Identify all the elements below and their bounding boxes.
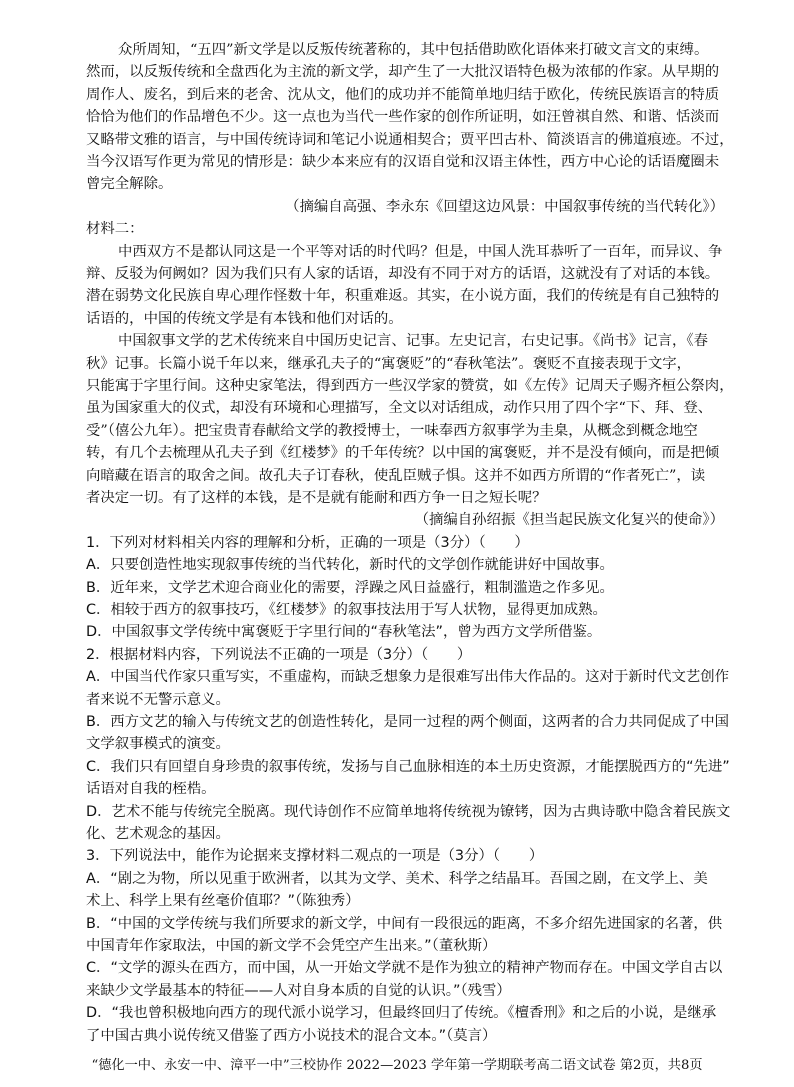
question3-option-a: A．“剧之为物，所以见重于欧洲者，以其为文学、美术、科学之结晶耳。吾国之剧，在文学上、美 <box>86 870 708 887</box>
material1-line: 恰恰为他们的作品增色不少。这一点也为当代一些作家的创作所证明，如汪曾祺自然、和谐、恬淡而 <box>86 109 720 126</box>
question3-option-d-cont: 了中国古典小说传统又借鉴了西方小说技术的混合文本。”（莫言） <box>86 1027 497 1044</box>
material2-source: （摘编自孙绍振《担当起民族文化复兴的使命》） <box>414 512 724 529</box>
material2-line: 者决定一切。有了这样的本钱，是不是就有能耐和西方争一日之短长呢？ <box>86 490 547 506</box>
question2-option-c-cont: 话语对自我的桎梏。 <box>86 781 216 798</box>
material1-line: 曾完全解除。 <box>86 176 173 193</box>
material2-line: 话语的，中国的传统文学是有本钱和他们对话的。 <box>86 310 403 327</box>
question2-option-b: B．西方文艺的输入与传统文艺的创造性转化，是同一过程的两个侧面，这两者的合力共同促成了中国 <box>86 714 730 730</box>
material2-line: 只能寓于字里行间。这种史家笔法，得到西方一些汉学家的赞赏，如《左传》记周天子赐齐桓公祭肉， <box>86 378 734 394</box>
material1-line: 然而，以反叛传统和全盘西化为主流的新文学，却产生了一大批汉语特色极为浓郁的作家。从早期的 <box>86 64 720 81</box>
question1-option-c: C．相较于西方的叙事技巧，《红楼梦》的叙事技法用于写人状物，显得更加成熟。 <box>86 602 607 618</box>
question3-option-d: D．“我也曾积极地向西方的现代派小说学习，但最终回归了传统。《檀香刑》和之后的小说，是继承 <box>86 1005 717 1022</box>
question2-option-c: C．我们只有回望自身珍贵的叙事传统，发扬与自己血脉相连的本土历史资源，才能摆脱西方的“先进” <box>86 758 730 775</box>
material2-line: 潜在弱势文化民族自卑心理作怪数十年，积重难返。其实，在小说方面，我们的传统是有自己独特的 <box>86 288 720 305</box>
material2-line: 中国叙事文学的艺术传统来自中国历史记言、记事。左史记言，右史记事。《尚书》记言，《春 <box>118 333 709 350</box>
question2-option-d-cont: 化、艺术观念的基因。 <box>86 826 230 842</box>
material2-line: 中西双方不是都认同这是一个平等对话的时代吗？但是，中国人洗耳恭听了一百年，而异议、争 <box>118 243 723 260</box>
question3-option-b-cont: 中国青年作家取法，中国的新文学不会凭空产生出来。”（董秋斯） <box>86 938 497 954</box>
question2-option-b-cont: 文学叙事模式的演变。 <box>86 736 230 753</box>
question3-option-b: B．“中国的文学传统与我们所要求的新文学，中间有一段很远的距离，不多介绍先进国家的名著，供 <box>86 915 723 932</box>
material2-line: 虽为国家重大的仪式，却没有环境和心理描写，全文以对话组成，动作只用了四个字“下、拜、登、 <box>86 400 713 417</box>
question3-option-c-cont: 来缺少文学最基本的特征——人对自身本质的自觉的认识。”（残雪） <box>86 982 511 999</box>
question3-stem: 3．下列说法中，能作为论据来支撑材料二观点的一项是（3分）（ ） <box>86 848 544 865</box>
material2-line: 受”（僖公九年）。把宝贵青春献给文学的教授博士，一味奉西方叙事学为圭臬，从概念到概念地空 <box>86 422 698 439</box>
material1-source: （摘编自高强、李永东《回望这边风景：中国叙事传统的当代转化》） <box>285 198 724 215</box>
material1-line: 众所周知，“五四”新文学是以反叛传统著称的，其中包括借助欧化语体来打破文言文的束缚。 <box>118 42 709 58</box>
question2-option-a: A．中国当代作家只重写实，不重虚构，而缺乏想象力是很难写出伟大作品的。这对于新时代文艺创作 <box>86 669 730 686</box>
question2-option-d: D．艺术不能与传统完全脱离。现代诗创作不应简单地将传统视为镣铐，因为古典诗歌中隐含着民族文 <box>86 803 731 820</box>
question2-stem: 2．根据材料内容，下列说法不正确的一项是（3分）（ ） <box>86 646 472 663</box>
question3-option-a-cont: 术上、科学上果有丝毫价值耶？”（陈独秀） <box>86 893 360 910</box>
material1-line: 又略带文雅的语言，与中国传统诗词和笔记小说通相契合；贾平凹古朴、简淡语言的佛道痕迹。不过， <box>86 131 734 148</box>
question1-option-a: A．只要创造性地实现叙事传统的当代转化，新时代的文学创作就能讲好中国故事。 <box>86 557 614 574</box>
material1-line: 周作人、废名，到后来的老舍、沈从文，他们的成功并不能简单地归结于欧化，传统民族语言的特质 <box>86 86 720 103</box>
question1-stem: 1．下列对材料相关内容的理解和分析，正确的一项是（3分）（ ） <box>86 534 529 551</box>
material2-line: 转，有几个去梳理从孔夫子到《红楼梦》的千年传统？以中国的寓褒贬，并不是没有倾向，而是把倾 <box>86 445 720 462</box>
material2-line: 向暗藏在语言的取舍之间。故孔夫子订春秋，使乱臣贼子惧。这并不如西方所谓的“作者死亡”，读 <box>86 467 706 484</box>
material1-line: 当今汉语写作更为常见的情形是：缺少本来应有的汉语自觉和汉语主体性，西方中心论的话语魔圈未 <box>86 154 720 170</box>
question2-option-a-cont: 者来说不无警示意义。 <box>86 691 230 708</box>
material2-label: 材料二： <box>86 221 144 238</box>
question1-option-d: D．中国叙事文学传统中寓褒贬于字里行间的“春秋笔法”，曾为西方文学所借鉴。 <box>86 624 602 641</box>
page-footer: “德化一中、永安一中、漳平一中”三校协作 2022—2023 学年第一学期联考高二语文试卷 第2页，共8页 <box>91 1058 703 1073</box>
material2-line: 秋》记事。长篇小说千年以来，继承孔夫子的“寓褒贬”的“春秋笔法”。褒贬不直接表现于文字， <box>86 355 692 372</box>
question3-option-c: C．“文学的源头在西方，而中国，从一开始文学就不是作为独立的精神产物而存在。中国文学自古以 <box>86 960 723 977</box>
question1-option-b: B．近年来，文学艺术迎合商业化的需要，浮躁之风日益盛行，粗制滥造之作多见。 <box>86 579 614 596</box>
material2-line: 辩、反驳为何阙如？因为我们只有人家的话语，却没有不同于对方的话语，这就没有了对话的本钱。 <box>86 266 720 282</box>
